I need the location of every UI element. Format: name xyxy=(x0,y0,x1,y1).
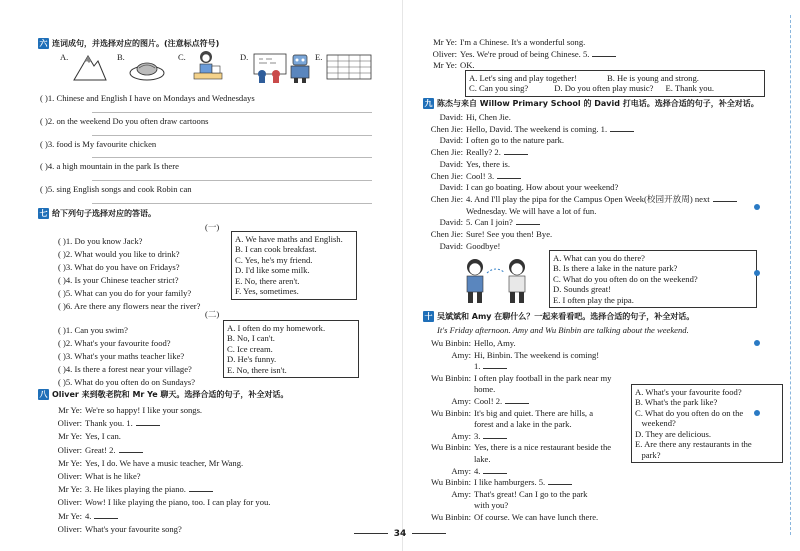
s10-answer-blank[interactable] xyxy=(483,431,507,439)
pic-letter-e: E. xyxy=(315,52,323,62)
s10-text: home. xyxy=(474,384,496,395)
section-7-badge: 七 xyxy=(39,209,48,218)
s8-speaker: Mr Ye: xyxy=(58,457,82,468)
s10-option-e-cont: park? xyxy=(635,449,661,460)
s8-answer-blank[interactable] xyxy=(94,511,118,519)
s10-line xyxy=(415,396,529,406)
section-10-badge: 十 xyxy=(424,312,433,321)
singing-picture xyxy=(250,50,290,84)
s9-text: Hi, Chen Jie. xyxy=(466,112,511,122)
s8-speaker: Oliver: xyxy=(57,497,82,508)
s7-option: D. He's funny. xyxy=(227,354,277,365)
s10-text: forest and a lake in the park. xyxy=(474,419,572,430)
s8-option-c: C. Can you sing? xyxy=(469,83,529,94)
s10-intro: It's Friday afternoon. Amy and Wu Binbin are talking about the weekend. xyxy=(437,325,689,335)
s10-line xyxy=(415,350,599,360)
s9-answer-blank[interactable] xyxy=(497,171,521,179)
s8-option-a: A. Let's sing and play together! xyxy=(469,73,577,83)
s9-line xyxy=(415,147,528,157)
s7-option: A. I often do my homework. xyxy=(227,323,326,333)
s9-text: Sure! See you then! Bye. xyxy=(466,229,553,239)
page-number-text: 34 xyxy=(393,529,407,539)
s8-option-d: D. Do you often play music? xyxy=(554,83,654,94)
s8-text: What's your favourite song? xyxy=(85,523,182,534)
s7-option: B. No, I can't. xyxy=(227,333,275,344)
s7-q2-1: ( )1. Can you swim? xyxy=(58,325,128,335)
s10-speaker: Wu Binbin: xyxy=(431,442,471,453)
section-9-heading: 陈杰与来自 Willow Primary School 的 David 打电话。选择合适的句子，补全对话。 xyxy=(437,98,759,108)
s10-speaker: Wu Binbin: xyxy=(431,338,471,348)
s8-answer-blank[interactable] xyxy=(119,445,143,453)
s6-answer-line-3[interactable] xyxy=(92,157,372,158)
right-page xyxy=(407,0,800,551)
s10-speaker: Amy: xyxy=(451,488,471,499)
mountain-picture xyxy=(72,52,108,82)
s8-text: Great! 2. xyxy=(85,444,116,455)
s8-line xyxy=(40,445,143,455)
s9-speaker: David: xyxy=(439,240,463,251)
s7-option: E. No, there aren't. xyxy=(235,275,300,286)
s10-text: Hi, Binbin. The weekend is coming! xyxy=(474,349,600,360)
s10-line xyxy=(415,408,593,418)
s7-option: D. I'd like some milk. xyxy=(235,265,310,276)
s8-speaker: Oliver: xyxy=(57,444,82,455)
s9-speaker: David: xyxy=(439,135,463,146)
s8-speaker: Oliver: xyxy=(57,523,82,534)
part-1-label: (一) xyxy=(205,222,220,232)
s8-options-row-1 xyxy=(469,73,761,83)
section-7-title xyxy=(38,208,156,219)
s8r-text: I'm a Chinese. It's a wonderful song. xyxy=(460,37,586,47)
s10-text: I like hamburgers. 5. xyxy=(474,477,546,488)
s9-answer-blank[interactable] xyxy=(516,217,540,225)
s10-answer-blank[interactable] xyxy=(505,396,529,404)
s8-text: What is he like? xyxy=(85,471,141,481)
s10-line xyxy=(415,454,490,464)
s9-speaker: David: xyxy=(439,217,463,228)
s9-option-e: E. I often play the pipa. xyxy=(553,294,634,305)
section-6-heading: 连词成句，并选择对应的图片。(注意标点符号) xyxy=(52,38,220,48)
pic-letter-b: B. xyxy=(117,52,125,62)
s7-option: C. Yes, he's my friend. xyxy=(235,254,313,265)
section-9-title xyxy=(423,98,759,109)
pic-letter-c: C. xyxy=(178,52,186,62)
s10-speaker: Amy: xyxy=(451,465,471,476)
s9-option-d: D. Sounds great! xyxy=(553,284,611,295)
s10-line xyxy=(415,373,611,383)
page-spine xyxy=(402,0,403,551)
s8-line xyxy=(40,405,202,415)
s8-line xyxy=(40,418,160,428)
s10-text: Hello, Amy. xyxy=(474,338,516,348)
s8-options-row-2 xyxy=(469,83,761,93)
s9-line xyxy=(415,217,540,227)
robot-cook-picture xyxy=(287,52,313,84)
s7-q2-5: ( )5. What do you often do on Sundays? xyxy=(58,377,196,387)
section-8-heading: Oliver 来到敬老院和 Mr Ye 聊天。选择合适的句子，补全对话。 xyxy=(52,389,289,399)
s10-text: Cool! 2. xyxy=(474,396,503,406)
s8-answer-blank[interactable] xyxy=(189,484,213,492)
s10-speaker: Amy: xyxy=(451,349,471,360)
s8-speaker: Mr Ye: xyxy=(58,405,82,415)
s10-text: Yes, there is a nice restaurant beside the xyxy=(474,442,612,453)
s7-q2-3: ( )3. What's your maths teacher like? xyxy=(58,351,185,361)
s7-option: E. No, there isn't. xyxy=(227,364,287,375)
s8-options-box xyxy=(465,70,765,97)
s9-line xyxy=(415,206,596,216)
s8-text: Yes, I do. We have a music teacher, Mr Wang. xyxy=(85,457,244,468)
s9-text: 4. And I'll play the pipa for the Campus Open Week(校园开放周) next xyxy=(466,193,710,204)
s8-text: 4. xyxy=(85,510,92,521)
s10-line xyxy=(415,500,508,510)
s10-answer-blank[interactable] xyxy=(548,477,572,485)
s10-text: 1. xyxy=(474,361,481,372)
s8-line xyxy=(40,431,121,441)
girl-drawing-picture xyxy=(190,48,226,84)
s8-speaker: Oliver: xyxy=(57,418,82,429)
s10-speaker: Amy: xyxy=(451,396,471,406)
s9-text: Wednesday. We will have a lot of fun. xyxy=(466,205,597,216)
s10-speaker: Amy: xyxy=(451,430,471,441)
s8-line xyxy=(40,497,270,507)
s9-speaker: David: xyxy=(439,158,463,169)
s7-q1-2: ( )2. What would you like to drink? xyxy=(58,249,180,259)
s9-speaker: Chen Jie: xyxy=(430,170,463,181)
s10-option-c: C. What do you often do on the xyxy=(635,407,744,418)
s10-options-box xyxy=(631,384,783,463)
s10-text: Of course. We can have lunch there. xyxy=(474,512,599,522)
s9-text: I can go boating. How about your weekend? xyxy=(466,182,619,193)
s8r-speaker: Oliver: xyxy=(432,48,457,59)
s9-speaker: Chen Jie: xyxy=(430,229,463,239)
s7-q1-1: ( )1. Do you know Jack? xyxy=(58,236,143,246)
s10-text: That's great! Can I go to the park xyxy=(474,488,588,499)
binding-edge xyxy=(790,15,791,535)
s8-speaker: Mr Ye: xyxy=(58,510,82,521)
s8r-line xyxy=(415,37,585,47)
s9-option-c: C. What do you often do on the weekend? xyxy=(553,273,698,284)
s8-line xyxy=(40,471,141,481)
s9-text: I often go to the nature park. xyxy=(466,135,565,146)
s8-speaker: Mr Ye: xyxy=(58,431,82,442)
s6-item-1: ( )1. Chinese and English I have on Mondays and Wednesdays xyxy=(40,93,255,103)
s6-answer-line-2[interactable] xyxy=(92,135,372,136)
section-6-badge: 六 xyxy=(39,39,48,48)
page-number xyxy=(0,529,800,540)
s10-speaker: Wu Binbin: xyxy=(431,407,471,418)
s6-answer-line-4[interactable] xyxy=(92,180,372,181)
s6-item-4: ( )4. a high mountain in the park Is there xyxy=(40,161,179,171)
s8r-text: Yes. We're proud of being Chinese. 5. xyxy=(460,48,590,59)
s8-line xyxy=(40,484,213,494)
binding-hole-1 xyxy=(754,204,760,210)
s8-answer-blank[interactable] xyxy=(136,418,160,426)
s9-speaker: Chen Jie: xyxy=(430,193,463,204)
s9-answer-blank[interactable] xyxy=(713,194,737,202)
pic-letter-d: D. xyxy=(240,52,249,62)
s9-line xyxy=(415,112,511,122)
s7-q1-3: ( )3. What do you have on Fridays? xyxy=(58,262,180,272)
s9-text: 5. Can I join? xyxy=(466,217,513,228)
section-10-title xyxy=(423,311,694,322)
s9-speaker: Chen Jie: xyxy=(430,123,463,134)
s7-option: C. Ice cream. xyxy=(227,343,273,354)
s6-answer-line-5[interactable] xyxy=(92,203,372,204)
section-10-heading: 吴斌斌和 Amy 在聊什么？一起来看看吧。选择合适的句子，补全对话。 xyxy=(437,311,695,321)
s9-line xyxy=(415,124,634,134)
s10-line xyxy=(415,512,598,522)
s10-text: I often play football in the park near my xyxy=(474,372,612,383)
s8-text: We're so happy! I like your songs. xyxy=(85,405,203,415)
part-2-label: (二) xyxy=(205,309,220,319)
binding-hole-4 xyxy=(754,410,760,416)
s10-line xyxy=(415,419,572,429)
s9-text: Hello, David. The weekend is coming. 1. xyxy=(466,123,608,134)
s10-text: lake. xyxy=(474,454,491,464)
s10-text: 3. xyxy=(474,430,481,441)
s8-text: 3. He likes playing the piano. xyxy=(85,484,186,495)
s9-speaker: David: xyxy=(439,112,463,122)
s10-line xyxy=(415,489,587,499)
s9-speaker: Chen Jie: xyxy=(430,147,463,158)
s10-text: with you? xyxy=(474,500,509,511)
s7-option: F. Yes, sometimes. xyxy=(235,286,299,297)
s9-line xyxy=(415,159,510,169)
s10-option-a: A. What's your favourite food? xyxy=(635,387,742,397)
s8r-text: OK. xyxy=(460,60,475,70)
s10-option-e: E. Are there any restaurants in the xyxy=(635,439,752,450)
s9-line xyxy=(415,182,618,192)
s7-option: A. We have maths and English. xyxy=(235,234,343,244)
s8-speaker: Mr Ye: xyxy=(58,484,82,495)
s7-options-box-1 xyxy=(231,231,357,300)
s7-q1-4: ( )4. Is your Chinese teacher strict? xyxy=(58,275,179,285)
s7-q2-4: ( )4. Is there a forest near your village? xyxy=(58,364,192,374)
s6-answer-line-1[interactable] xyxy=(92,112,372,113)
s9-line xyxy=(415,171,521,181)
s9-text: Goodbye! xyxy=(466,240,501,251)
s10-option-b: B. What's the park like? xyxy=(635,397,718,408)
s7-q2-2: ( )2. What's your favourite food? xyxy=(58,338,171,348)
s8r-answer-blank[interactable] xyxy=(592,49,616,57)
s9-line xyxy=(415,229,552,239)
s10-answer-blank[interactable] xyxy=(483,466,507,474)
s10-option-c-cont: weekend? xyxy=(635,418,676,429)
s8r-speaker: Mr Ye: xyxy=(433,37,457,47)
s8-text: Wow! I like playing the piano, too. I can play for you. xyxy=(85,497,271,508)
s10-line xyxy=(415,384,495,394)
timetable-picture xyxy=(326,54,372,80)
s9-options-box xyxy=(549,250,757,308)
s9-option-b: B. Is there a lake in the nature park? xyxy=(553,263,678,274)
chicken-plate-picture xyxy=(128,56,166,82)
s9-line xyxy=(415,241,500,251)
s7-options-box-2 xyxy=(223,320,359,378)
binding-hole-2 xyxy=(754,270,760,276)
s8r-line xyxy=(415,49,616,59)
s9-option-a: A. What can you do there? xyxy=(553,253,645,263)
s8-option-e: E. Thank you. xyxy=(665,83,715,94)
s8-text: Thank you. 1. xyxy=(85,418,133,429)
s8r-speaker: Mr Ye: xyxy=(433,60,457,70)
s8r-line xyxy=(415,60,475,70)
phone-call-picture xyxy=(457,255,541,305)
s10-line xyxy=(415,442,611,452)
section-7-heading: 给下列句子选择对应的答语。 xyxy=(52,208,156,218)
s10-speaker: Wu Binbin: xyxy=(431,512,471,522)
s10-speaker: Wu Binbin: xyxy=(431,477,471,488)
s9-line xyxy=(415,135,564,145)
pic-letter-a: A. xyxy=(60,52,69,62)
section-8-title xyxy=(38,389,288,400)
s6-item-2: ( )2. on the weekend Do you often draw cartoons xyxy=(40,116,209,126)
s8-option-b: B. He is young and strong. xyxy=(607,73,699,83)
s10-answer-blank[interactable] xyxy=(483,361,507,369)
section-8-badge: 八 xyxy=(39,390,48,399)
binding-hole-3 xyxy=(754,340,760,346)
s10-line xyxy=(415,466,507,476)
s10-text: It's big and quiet. There are hills, a xyxy=(474,407,594,418)
s10-line xyxy=(415,477,572,487)
s7-q1-6: ( )6. Are there any flowers near the river? xyxy=(58,301,201,311)
s6-item-3: ( )3. food is My favourite chicken xyxy=(40,139,157,149)
s8-line xyxy=(40,511,118,521)
section-9-badge: 九 xyxy=(424,99,433,108)
s9-line xyxy=(415,194,737,204)
s10-text: 4. xyxy=(474,465,481,476)
s9-text: Cool! 3. xyxy=(466,170,495,181)
s10-line xyxy=(415,338,516,348)
s8-text: Yes, I can. xyxy=(85,431,121,442)
s7-option: B. I can cook breakfast. xyxy=(235,244,317,255)
s9-answer-blank[interactable] xyxy=(610,124,634,132)
s7-q1-5: ( )5. What can you do for your family? xyxy=(58,288,192,298)
s10-line xyxy=(415,361,507,371)
s8-line xyxy=(40,458,243,468)
s8-speaker: Oliver: xyxy=(57,471,82,481)
s10-option-d: D. They are delicious. xyxy=(635,428,711,439)
s10-line xyxy=(415,431,507,441)
s10-speaker: Wu Binbin: xyxy=(431,372,471,383)
s9-text: Yes, there is. xyxy=(466,158,511,169)
s6-item-5: ( )5. sing English songs and cook Robin can xyxy=(40,184,192,194)
s9-speaker: David: xyxy=(439,182,463,193)
s9-answer-blank[interactable] xyxy=(504,147,528,155)
s9-text: Really? 2. xyxy=(466,147,501,158)
